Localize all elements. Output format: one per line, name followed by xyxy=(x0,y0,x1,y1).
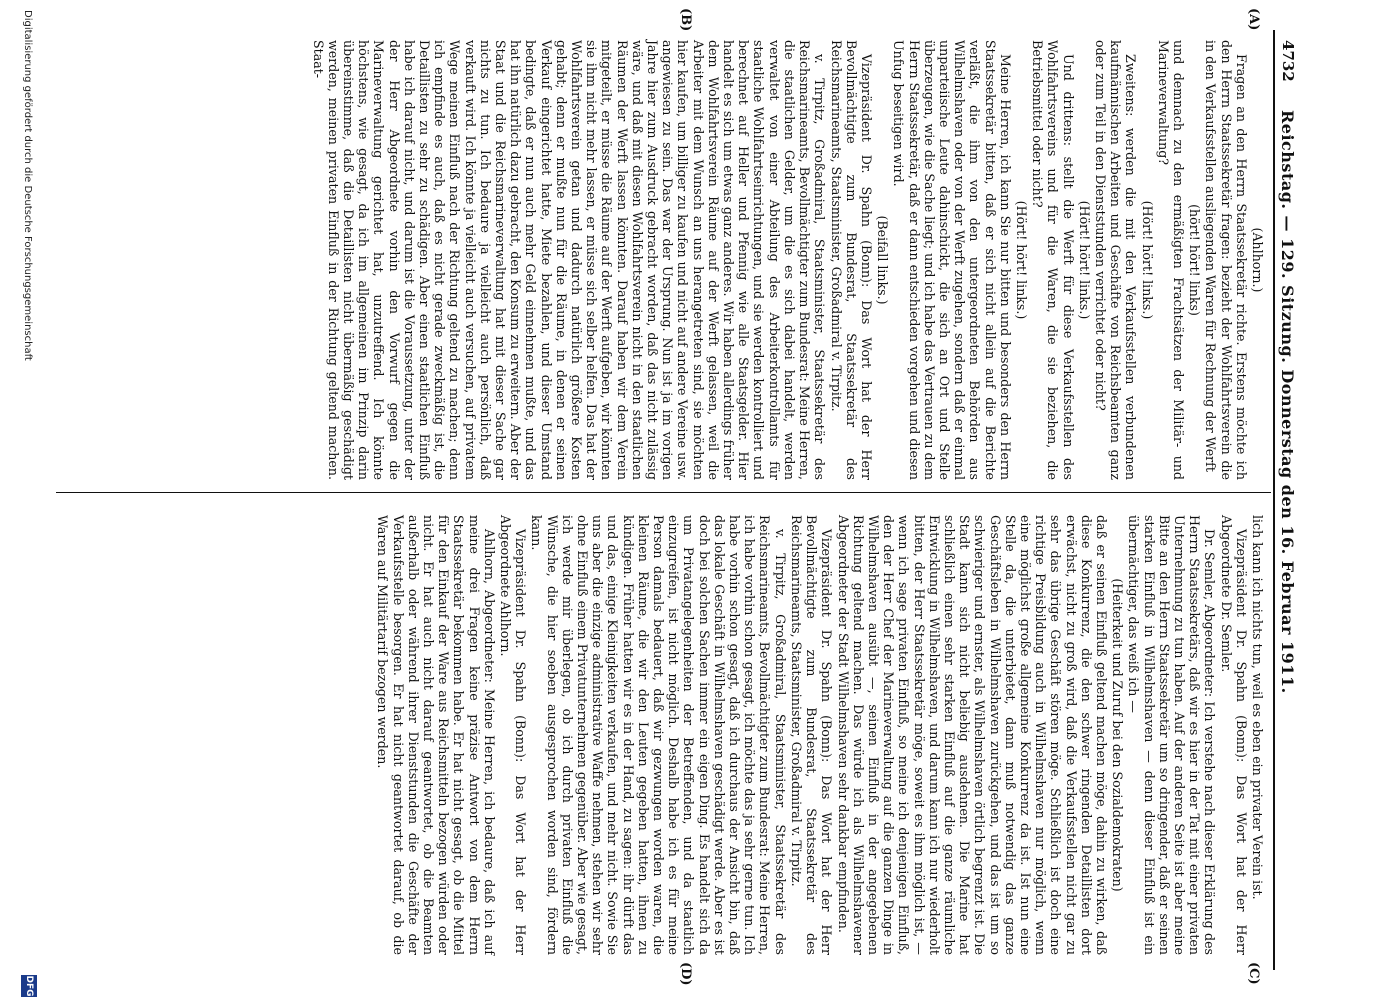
paragraph: (Beifall links.) xyxy=(875,215,891,305)
paragraph: (Ahlhorn.) xyxy=(1250,227,1265,293)
paragraph: v. Tirpitz, Großadmiral, Staatsminister, Staatssekretär des Reichsmarineamts, Bevollmächtigter zum Bundesrat: Meine Herren, ich habe vorhin schon gesagt, ich möchte das ja sehr gerne tun. Ich habe vorhin schon gesagt, daß ich durchaus der Ansicht bin, daß das lokale Geschäft in Wilhelmshaven geschädigt werde. Aber es ist doch bei solchen Sachen immer ein eigen Ding. Es handelt sich da um Privatangelegenheiten der Betreffenden, und da staatlich einzugreifen, ist nicht möglich. Deshalb habe ich es für meine Person damals bedauert, daß wir gezwungen worden waren, die kleinen Räume, die wir den Leuten gegeben hatten, ihnen zu kündigen. Früher hatten wir es in der Hand, zu sagen: ihr dürft das und das, einige Kleinigkeiten verkaufen, und mehr nicht. Sowie Sie uns aber die einzige administrative Waffe nehmen, stehen wir sehr ohne Einfluß einem Privatunternehmen gegenüber. Aber wie gesagt, ich werde mir überlegen, ob ich durch privaten Einfluß die Wünsche, die hier soeben ausgesprochen worden sind, fördern kann. xyxy=(529,515,788,955)
paragraph: Dr. Semler, Abgeordneter: Ich verstehe nach dieser Erklärung des Herrn Staatssekretärs, daß wir es hier in der Tat mit einer privaten Unternehmung zu tun haben. Auf der anderen Seite ist aber meine Bitte an den Herrn Staatssekretär um so dringender, daß er seinen starken Einfluß in Wilhelmshaven — denn dieser Einfluß ist ein übermächtiger, das weiß ich — xyxy=(1126,515,1218,955)
paragraph: Vizepräsident Dr. Spahn (Bonn): Das Wort hat der Herr Abgeordnete Dr. Semler. xyxy=(1218,515,1249,955)
paragraph: Fragen an den Herrn Staatssekretär richte. Erstens möchte ich den Herrn Staatssekretär fragen: bezieht der Wohlfahrtsverein die in den Verkaufsstellen ausliegenden Waren für Rechnung der Werft xyxy=(1203,40,1249,480)
right-column xyxy=(374,515,1265,955)
paragraph: Meine Herren, ich kann Sie nur bitten und besonders den Herrn Staatssekretär bitten, daß er sich nicht allein auf die Berichte verläßt, die ihm von den untergeordneten Behörden aus Wilhelmshaven oder von der Werft zugehen, sondern daß er einmal unparteiische Leute dahinschickt, die sich an Ort und Stelle überzeugen, wie die Sache liegt; und ich habe das Vertrauen zu dem Herrn Staatssekretär, daß er dann entschieden vorgehen und diesen Unfug beseitigen wird. xyxy=(891,40,1013,480)
digitization-credit: Digitalisierung gefördert durch die Deutsche Forschungsgemeinschaft xyxy=(22,10,33,361)
paragraph: (Hört! hört! links.) xyxy=(1013,200,1029,320)
paragraph: Vizepräsident Dr. Spahn (Bonn): Das Wort hat der Herr Bevollmächtigte zum Bundesrat, Staatssekretär des Reichsmarineamts, Staatsminister, Großadmiral v. Tirpitz. xyxy=(788,515,835,955)
page-number: 4732 xyxy=(1279,40,1297,82)
column-divider xyxy=(56,492,1271,493)
margin-marker-c: (C) xyxy=(1246,962,1261,985)
paragraph: (hört! hört! links) xyxy=(1187,204,1203,316)
running-head: Reichstag. — 129. Sitzung. Donnerstag den 16. Februar 1911. xyxy=(1278,110,1297,694)
dfg-logo: DFG xyxy=(21,975,37,997)
paragraph: Und drittens: stellt die Werft für diese Verkaufsstellen des Wohlfahrtsvereins und für die Waren, die sie beziehen, die Betriebsmittel oder nicht? xyxy=(1030,40,1076,480)
paragraph: (Hört! hört! links.) xyxy=(1076,200,1092,320)
paragraph: Vizepräsident Dr. Spahn (Bonn): Das Wort hat der Herr Bevollmächtigte zum Bundesrat, Staatssekretär des Reichsmarineamts, Staatsminister, Großadmiral v. Tirpitz. xyxy=(828,40,874,480)
paragraph: daß er seinen Einfluß geltend machen möge, dahin zu wirken, daß diese Konkurrenz, die den schwer ringenden Detaillisten dort erwächst, nicht zu groß wird, daß die Verkaufsstellen nicht gar zu sehr das übrige Geschäft stören möge. Schließlich ist doch eine richtige Preisbildung auch in Wilhelmshaven nur möglich, wenn eine möglichst große allgemeine Konkurrenz da ist. Ist nun eine Stelle da, die unterbietet, dann muß notwendig das ganze Geschäftsleben in Wilhelmshaven zurückgehen, und das ist um so schwieriger und ernster, als Wilhelmshaven örtlich begrenzt ist. Die Stadt kann sich nicht beliebig ausdehnen. Die Marine hat schließlich einen sehr starken Einfluß auf die ganze räumliche Entwicklung in Wilhelmshaven, und darum kann ich nur wiederholt bitten, der Herr Staatssekretär möge, soweit es ihm möglich ist, — wenn ich sage privaten Einfluß, so meine ich denjenigen Einfluß, den der Herr Chef der Marineverwaltung auf die ganzen Dinge in Wilhelmshaven ausübt —, seinen Einfluß in der angegebenen Richtung geltend machen. Das würde ich als Wilhelmshavener Abgeordneter der Stadt Wilhelmshaven sehr dankbar empfinden. xyxy=(835,515,1109,955)
paragraph: (Heiterkeit und Zuruf bei den Sozialdemokraten) xyxy=(1110,578,1126,892)
paragraph: und demnach zu den ermäßigten Frachtsätzen der Militär- und Marineverwaltung? xyxy=(1155,40,1186,480)
paragraph: Ahlhorn, Abgeordneter: Meine Herren, ich bedaure, daß ich auf meine drei Fragen keine präzise Antwort von dem Herrn Staatssekretär bekommen habe. Er hat nicht gesagt, ob die Mittel für den Einkauf der Ware aus Reichsmitteln bezogen würden oder nicht. Er hat auch nicht darauf geantwortet, ob die Beamten außerhalb oder während ihrer Dienststunden die Geschäfte der Verkaufsstelle besorgen. Er hat nicht geantwortet darauf, ob die Waren auf Militärtarif bezogen werden. xyxy=(375,515,497,955)
margin-marker-a: (A) xyxy=(1246,8,1261,31)
margin-marker-b: (B) xyxy=(678,8,693,32)
paragraph: Vizepräsident Dr. Spahn (Bonn): Das Wort hat der Herr Abgeordnete Ahlhorn. xyxy=(498,515,529,955)
page-header xyxy=(1275,0,1297,1000)
paragraph: v. Tirpitz, Großadmiral, Staatsminister, Staatssekretär des Reichsmarineamts, Bevollmächtigter zum Bundesrat: Meine Herren, die staatlichen Gelder, um die es sich dabei handelt, werden verwaltet von einer Abteilung des Arbeiterkontrollamts für staatliche Wohlfahrtseinrichtungen, und sie werden kontrolliert und berechnet auf Heller und Pfennig wie alle Staatsgelder. Hier handelt es sich um etwas ganz anderes. Wir haben allerdings früher dem Wohlfahrtsverein Räume auf der Werft gelassen, weil die Arbeiter mit dem Wunsch an uns herangetreten sind, sie möchten hier kaufen, um billiger zu kaufen und nicht auf andere Vereine usw. angewiesen zu sein. Das war der Ursprung. Nun ist ja im vorigen Jahre hier zum Ausdruck gebracht worden, daß das nicht zulässig wäre, und daß mit diesen Wohlfahrtsverein nicht in den staatlichen Räumen der Werft lassen könnten. Darauf haben wir dem Verein mitgeteilt, er müsse die Räume auf der Werft aufgeben, wir könnten sie ihm nicht mehr lassen, er müsse sich selber helfen. Das hat der Wohlfahrtsverein getan und dadurch natürlich größere Kosten gehabt; denn er mußte nun für die Räume, in denen er seinen Verkauf eingerichtet hatte, Miete bezahlen, und dieser Umstand bedingte, daß er nun auch mehr Geld einnehmen mußte, und das hat ihn natürlich dazu gebracht, den Konsum zu erweitern. Aber der Staat und die Reichsmarineverwaltung hat mit dieser Sache gar nichts zu tun. Ich bedaure ja vielleicht auch persönlich, daß verkauft wird. Ich könnte ja vielleicht auch versuchen, auf privatem Wege meinen Einfluß nach der Richtung geltend zu machen; denn ich empfinde es auch, daß es nicht gerade zweckmäßig ist, die Detaillisten zu sehr zu schädigen. Aber einen staatlichen Einfluß habe ich darauf nicht, und darum ist die Voraussetzung, unter der der Herr Abgeordnete vorhin den Vorwurf gegen die Marineverwaltung gerichtet hat, unzutreffend. Ich könnte höchstens, wie gesagt, da ich im allgemeinen im Prinzip darin übereinstimme, daß die Detaillisten nicht übermäßig geschädigt werden, meinen privaten Einfluß in der Richtung geltend machen. Staat- xyxy=(310,40,828,480)
header-rule xyxy=(1273,30,1275,970)
left-column xyxy=(309,40,1265,480)
paragraph: lich kann ich nichts tun, weil es eben ein privater Verein ist. xyxy=(1250,515,1265,900)
margin-marker-d: (D) xyxy=(678,962,693,986)
paragraph: (Hört! hört! links.) xyxy=(1139,200,1155,320)
paragraph: Zweitens: werden die mit den Verkaufsstellen verbundenen kaufmännischen Arbeiten und Geschäfte von Reichsbeamten ganz oder zum Teil in den Dienststunden verrichtet oder nicht? xyxy=(1092,40,1139,480)
